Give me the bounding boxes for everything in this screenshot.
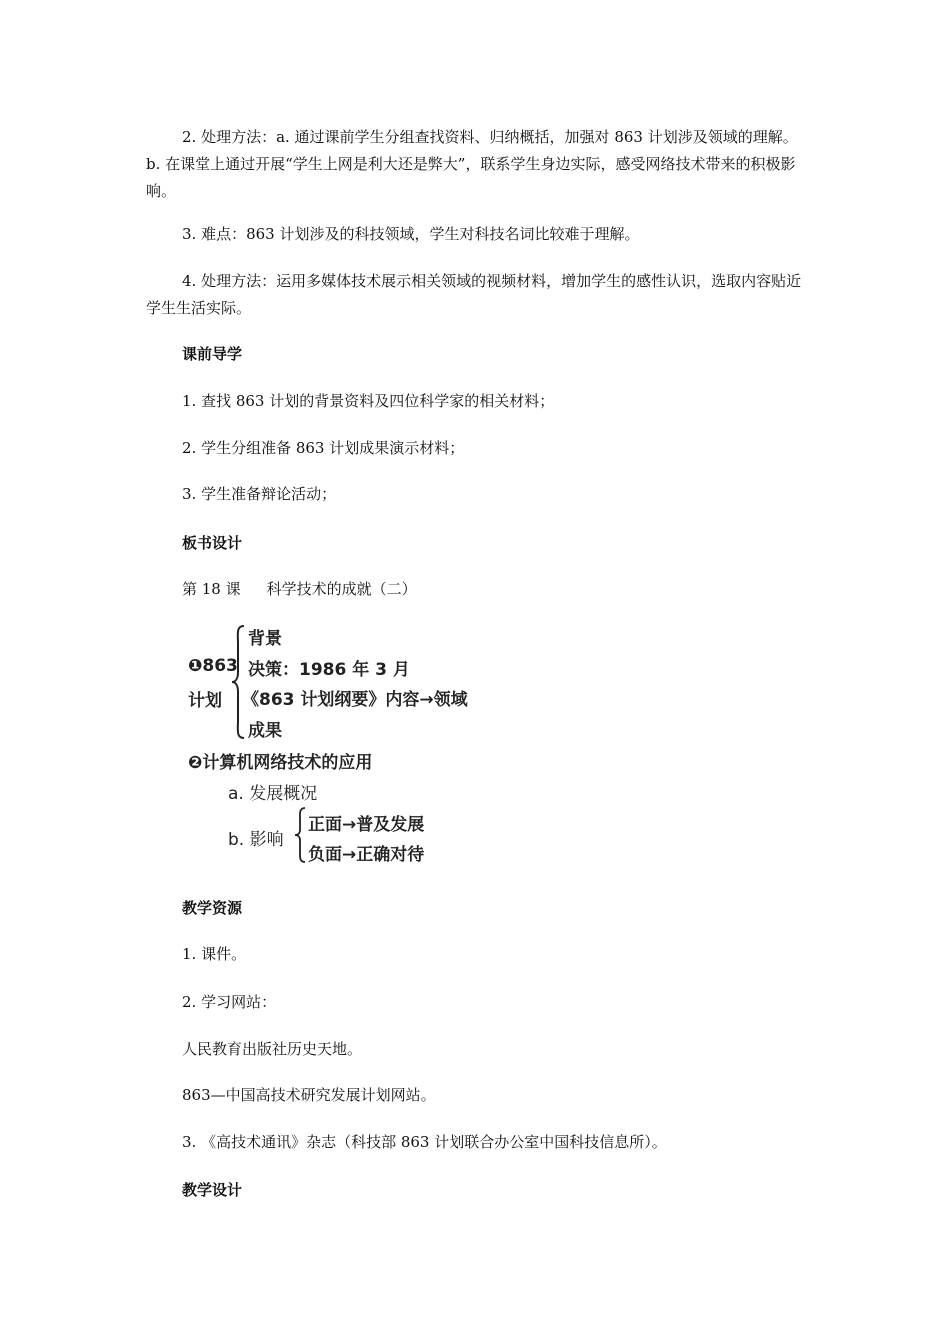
- preview-item-1: 1. 查找 863 计划的背景资料及四位科学家的相关材料；: [182, 392, 555, 410]
- preview-item-2: 2. 学生分组准备 863 计划成果演示材料；: [182, 439, 465, 457]
- diagram-sec1-item-content: 《863 计划纲要》内容→领域: [242, 690, 468, 710]
- paragraph-difficulty-3: 3. 难点：863 计划涉及的科技领域，学生对科技名词比较难于理解。: [182, 225, 640, 243]
- diagram-sec2-item-a: a. 发展概况: [228, 784, 318, 804]
- paragraph-method-2: 2. 处理方法：a. 通过课前学生分组查找资料、归纳概括，加强对 863 计划涉及领域的理解。b. 在课堂上通过开展“学生上网是利大还是弊大”，联系学生身边实际，感受网络技术带来的积极影响。: [146, 128, 798, 200]
- heading-resources: 教学资源: [182, 899, 243, 917]
- heading-teaching-design: 教学设计: [182, 1181, 243, 1199]
- diagram-sec1-item-background: 背景: [248, 629, 282, 649]
- resource-item-website-pep: 人民教育出版社历史天地。: [182, 1040, 363, 1058]
- resource-item-1: 1. 课件。: [182, 945, 247, 963]
- diagram-sec1-item-decision: 决策：1986 年 3 月: [248, 660, 410, 680]
- brace-icon: [294, 806, 306, 864]
- lesson-title: 科学技术的成就（二）: [266, 580, 417, 598]
- diagram-sec2-negative: 负面→正确对待: [308, 845, 425, 865]
- resource-item-website-863: 863—中国高技术研究发展计划网站。: [182, 1086, 436, 1104]
- diagram-sec2-title: ❷计算机网络技术的应用: [188, 753, 373, 773]
- diagram-sec1-item-results: 成果: [248, 721, 282, 741]
- lesson-number: 第 18 课: [182, 580, 241, 598]
- paragraph-method-4: 4. 处理方法：运用多媒体技术展示相关领域的视频材料，增加学生的感性认识，选取内容贴近学生生活实际。: [146, 272, 802, 317]
- preview-item-3: 3. 学生准备辩论活动；: [182, 485, 337, 503]
- diagram-sec1-label: 计划: [188, 691, 222, 711]
- lesson-title-line: [182, 577, 417, 601]
- brace-icon: [230, 624, 246, 740]
- resource-item-3: 3. 《高技术通讯》杂志（科技部 863 计划联合办公室中国科技信息所）。: [182, 1133, 667, 1151]
- diagram-sec2-item-b: b. 影响: [228, 830, 284, 850]
- diagram-sec1-number: ❶863: [188, 656, 238, 676]
- diagram-sec2-positive: 正面→普及发展: [308, 815, 425, 835]
- board-diagram: [186, 620, 506, 870]
- heading-board-design: 板书设计: [182, 534, 243, 552]
- resource-item-2: 2. 学习网站：: [182, 993, 277, 1011]
- heading-preview: 课前导学: [182, 345, 243, 363]
